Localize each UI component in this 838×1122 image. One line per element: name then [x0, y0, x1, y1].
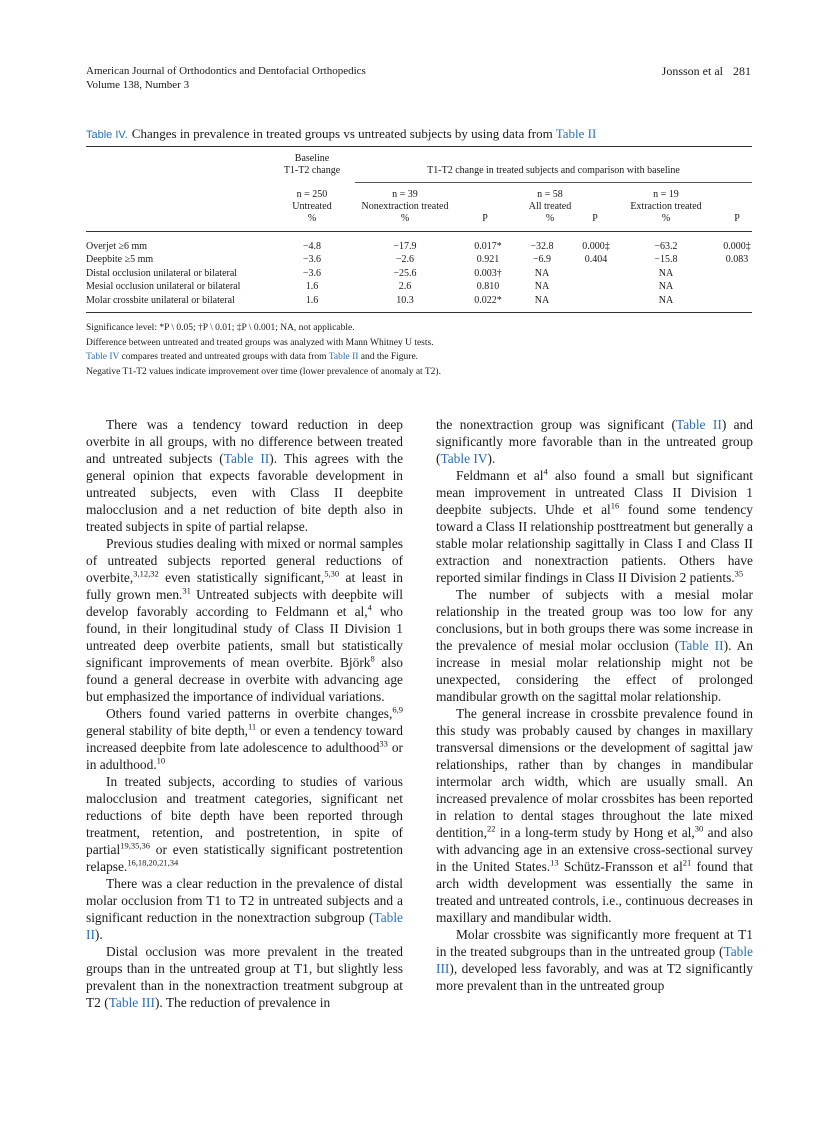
table-row-label: Overjet ≥6 mm — [86, 241, 148, 252]
p-heading-2: P — [592, 213, 598, 224]
page-header-right — [662, 64, 751, 78]
extraction-heading: n = 19 Extraction treated % — [630, 189, 702, 224]
p-heading-3: P — [734, 213, 740, 224]
table-row-label: Distal occlusion unilateral or bilateral — [86, 267, 238, 279]
table-label: Table IV. — [86, 129, 128, 141]
table-cell-p2: 0.404 — [584, 254, 608, 266]
table-cell-p1: 0.022* — [474, 294, 502, 306]
body-column-right — [436, 416, 753, 994]
journal-volume: Volume 138, Number 3 — [86, 79, 190, 91]
table-cell-nonext: −25.6 — [393, 267, 417, 279]
nonextraction-heading: n = 39 Nonextraction treated % — [361, 189, 449, 224]
table-cell-ext: NA — [658, 281, 674, 293]
body-column-left — [86, 416, 403, 1011]
table-header-rule — [86, 231, 752, 232]
paragraph: In treated subjects, according to studies of various malocclusion and treatment categories, significant net reductions of bite depth have been reported through treatment, retention, and postretention, in spite of partial$^{19,35,36}$ or even statistically significant postretention relapse.$^{16,18,20,21,34}$ — [86, 774, 403, 874]
paragraph: The number of subjects with a mesial molar relationship in the treated group was too low for any conclusions, but in both groups there was some increase in the prevalence of mesial molar occlusion (Table II). An increase in mesial molar relationship might not be unexpected, considering the effect of prolonged mandibular growth on the sagittal molar relationship. — [436, 587, 753, 704]
table-cell-p2: 0.000‡ — [582, 241, 610, 252]
table-cell-p1: 0.003† — [474, 267, 502, 279]
note-significance: Significance level: *P \ 0.05; †P \ 0.01; ‡P \ 0.001; NA, not applicable. — [86, 323, 355, 333]
table-cell-all: −6.9 — [532, 254, 552, 266]
paragraph: Molar crossbite was significantly more frequent at T1 in the treated subgroups than in the untreated group (Table III), developed less favorably, and was at T2 significantly more prevalent than in the untreated group — [436, 927, 753, 993]
table-cell-ext: NA — [658, 294, 674, 306]
table-cell-untreated: 1.6 — [305, 294, 319, 306]
table-title-link[interactable]: Table II — [555, 126, 597, 141]
paragraph: Previous studies dealing with mixed or normal samples of untreated subjects reported general reductions of overbite,$^{3,12,32}$ even statistically significant,$^{5,30}$ at least in fully grown men.$^{31}$ Untreated subjects with deepbite will develop favorably according to Feldmann et al,$^4$ who found, in their longitudinal study of Class II Division 1 untreated deep overbite patients, small but statistically significant improvements of mean overbite. Björk$^8$ also found a general decrease in overbite with advancing age but emphasized the importance of individual variations. — [86, 536, 403, 704]
paragraph: There was a clear reduction in the prevalence of distal molar occlusion from T1 to T2 in untreated subjects and a significant reduction in the nonextraction subgroup (Table II). — [86, 876, 403, 942]
table-top-rule — [86, 146, 752, 147]
p-heading-1: P — [482, 213, 488, 224]
paragraph: the nonextraction group was significant (Table II) and significantly more favorable than in the untreated group (Table IV). — [436, 417, 753, 466]
table-cell-all: NA — [534, 281, 550, 293]
table-cell-untreated: 1.6 — [305, 281, 319, 293]
table-bottom-rule — [86, 312, 752, 313]
journal-header — [86, 64, 366, 92]
table-cell-untreated: −3.6 — [302, 254, 322, 266]
page-number: 281 — [733, 64, 751, 78]
paragraph: Feldmann et $al^4$ also found a small but significant mean improvement in untreated Class II Division 1 deepbite subjects. Uhde et $al^{16}$ found some tendency toward a Class II relationship posttreatment but generally a stable molar relationship sagittally in Class I and Class II extraction and nonextraction patients. Others have reported similar findings in Class II Division 2 patients.$^{35}$ — [436, 466, 753, 585]
table-cell-p3: 0.000‡ — [723, 241, 751, 252]
table-cell-all: NA — [534, 294, 550, 306]
table-cell-all: NA — [534, 267, 550, 279]
table-row-label: Molar crossbite unilateral or bilateral — [86, 294, 235, 306]
table-cell-untreated: −4.8 — [302, 241, 322, 252]
table-cell-ext: −15.8 — [654, 254, 678, 266]
all-treated-heading: n = 58 All treated % — [528, 189, 572, 224]
table-notes — [86, 321, 441, 379]
table-row-label: Mesial occlusion unilateral or bilateral — [86, 281, 241, 293]
note-negative-values: Negative T1-T2 values indicate improvement over time (lower prevalence of anomaly at T2). — [86, 366, 441, 377]
paragraph: There was a tendency toward reduction in deep overbite in all groups, with no difference between treated and untreated subjects (Table II). This agrees with the general opinion that expects favorable development in untreated subjects, even with Class II deepbite malocclusion and a net reduction of bite depth also in treated subjects in spite of partial relapse. — [86, 417, 404, 534]
table-cell-nonext: −2.6 — [395, 254, 415, 266]
paragraph: Distal occlusion was more prevalent in the treated groups than in the untreated group at T1, but slightly less prevalent than in the nonextraction treatment subgroup at T2 (Table III). The reduction of prevalence in — [86, 944, 403, 1010]
table-cell-ext: NA — [658, 267, 674, 279]
table-cell-p3: 0.083 — [725, 254, 749, 266]
table-cell-nonext: 2.6 — [398, 281, 412, 293]
paragraph: The general increase in crossbite prevalence found in this study was probably caused by changes in maxillary transversal dimensions or the development of sagittal jaw relationships, rather than by changes in mandibular intermolar arch width, which are usually small. An increased prevalence of molar crossbites has been reported in relation to dental stages throughout the late mixed dentition,$^{22}$ in a long-term study by Hong et al,$^{30}$ and also with advancing age in an extensive cross-sectional survey in the United States.$^{13}$ Schütz-Fransson et $al^{21}$ found that arch width development was essentially the same in treated and untreated controls, i.e., continuous decreases in maxillary and mandibular width. — [436, 706, 753, 925]
table-cell-p1: 0.017* — [474, 241, 502, 252]
note-method: Difference between untreated and treated groups was analyzed with Mann Whitney U tests. — [86, 337, 434, 348]
table-row-label: Deepbite ≥5 mm — [86, 254, 154, 266]
table-title: Changes in prevalence in treated groups vs untreated subjects by using data from — [131, 126, 556, 141]
journal-name: American Journal of Orthodontics and Dentofacial Orthopedics — [86, 65, 366, 77]
table-cell-all: −32.8 — [530, 241, 554, 252]
baseline-heading: Baseline T1-T2 change — [283, 153, 341, 176]
table-caption — [86, 126, 596, 142]
untreated-heading: n = 250 Untreated % — [292, 189, 332, 224]
author-running-head: Jonsson et al — [661, 64, 723, 78]
table-cell-nonext: 10.3 — [396, 294, 414, 306]
table-cell-nonext: −17.9 — [393, 241, 417, 252]
paragraph: Others found varied patterns in overbite changes,$^{6,9}$ general stability of bite depth,$^{11}$ or even a tendency toward increased deepbite from late adolescence to adulthood$^{33}$ or in adulthood.$^{10}$ — [86, 704, 403, 772]
table-cell-p1: 0.810 — [476, 281, 500, 293]
span-heading-rule — [355, 182, 752, 183]
table-cell-untreated: −3.6 — [302, 267, 322, 279]
span-heading: T1-T2 change in treated subjects and comparison with baseline — [427, 165, 680, 176]
note-comparison: Table IV compares treated and untreated groups with data from Table II and the Figure. — [86, 352, 419, 363]
table-cell-ext: −63.2 — [654, 241, 678, 252]
table-cell-p1: 0.921 — [476, 254, 500, 266]
